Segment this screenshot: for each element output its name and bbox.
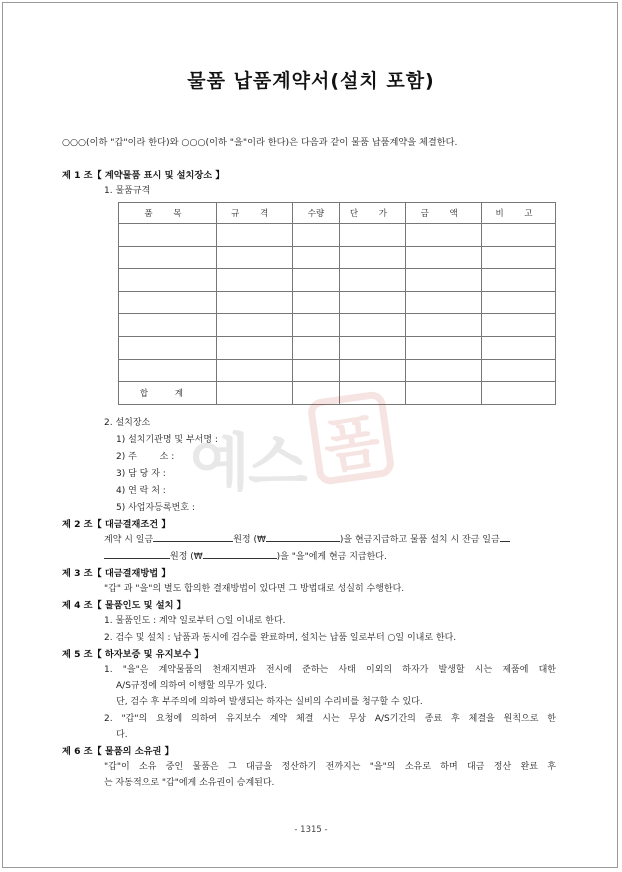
article-2-line-1 bbox=[104, 532, 510, 545]
article-6-heading: 제 6 조【 물품의 소유권 】 bbox=[62, 746, 174, 757]
text-segment: 원정 (₩ bbox=[233, 535, 266, 545]
col-header-unit-price: 단 가 bbox=[340, 203, 406, 224]
text-segment: )을 현금지급하고 물품 설치 시 잔금 일금 bbox=[339, 535, 500, 545]
document-title: 물품 납품계약서(설치 포함) bbox=[187, 70, 435, 92]
article-5-item-1-line-1: 1. "을"은 계약물품의 천재지변과 전시에 준하는 사태 이외의 하자가 발생할 시는 제품에 대한 bbox=[104, 665, 556, 675]
article-4-item-1: 1. 물품인도 : 계약 일로부터 ○일 이내로 한다. bbox=[104, 616, 286, 626]
article-3-text: "갑" 과 "을"의 별도 합의한 결재방법이 있다면 그 방법대로 성실히 수행한다. bbox=[104, 584, 405, 594]
blank-field bbox=[104, 549, 170, 559]
install-sub-4: 4) 연 락 처 : bbox=[116, 486, 166, 496]
table-row bbox=[119, 269, 556, 292]
article-1-item-1: 1. 물품규격 bbox=[104, 186, 151, 196]
table-total-row bbox=[119, 382, 556, 405]
article-3-heading: 제 3 조【 대금결재방법 】 bbox=[62, 568, 171, 579]
text-segment: 계약 시 일금 bbox=[104, 535, 154, 545]
install-sub-1: 1) 설치기관명 및 부서명 : bbox=[116, 435, 218, 445]
page-number: - 1315 - bbox=[294, 825, 328, 835]
intro-paragraph: ○○○(이하 "갑"이라 한다)와 ○○○(이하 "을"이라 한다)은 다음과 같이 물품 납품계약을 체결한다. bbox=[62, 137, 458, 148]
article-2-heading: 제 2 조【 대금결재조건 】 bbox=[62, 519, 171, 530]
blank-field bbox=[153, 532, 233, 542]
article-5-item-1-line-2: A/S규정에 의하여 이행할 의무가 있다. bbox=[116, 681, 267, 691]
article-5-item-1-line-3: 단, 검수 후 부주의에 의하여 발생되는 하자는 실비의 수리비를 청구할 수 있다. bbox=[116, 697, 423, 707]
col-header-amount: 금 액 bbox=[406, 203, 482, 224]
table-header-row bbox=[119, 203, 556, 224]
text-segment: )을 "을"에게 현금 지급한다. bbox=[276, 552, 387, 562]
article-4-item-2: 2. 검수 및 설치 : 납품과 동시에 검수를 완료하며, 설치는 납품 일로부터 ○일 이내로 한다. bbox=[104, 633, 457, 643]
blank-field bbox=[266, 532, 340, 542]
table-row bbox=[119, 224, 556, 247]
text-segment: 원정 (₩ bbox=[170, 552, 203, 562]
blank-field bbox=[203, 549, 277, 559]
table-row bbox=[119, 246, 556, 269]
col-header-item: 품 목 bbox=[119, 203, 217, 224]
article-1-item-2: 2. 설치장소 bbox=[104, 418, 151, 428]
total-label: 합 계 bbox=[119, 382, 217, 405]
install-sub-2: 2) 주 소 : bbox=[116, 452, 175, 462]
article-5-item-2-line-1: 2. "갑"의 요청에 의하여 유지보수 계약 체결 시는 무상 A/S기간의 종료 후 체결을 원칙으로 한 bbox=[104, 714, 556, 724]
article-5-heading: 제 5 조【 하자보증 및 유지보수 】 bbox=[62, 649, 204, 660]
install-sub-3: 3) 담 당 자 : bbox=[116, 469, 166, 479]
article-2-line-2 bbox=[104, 549, 387, 562]
article-5-item-2-line-2: 다. bbox=[116, 730, 128, 740]
blank-field bbox=[500, 532, 510, 542]
col-header-spec: 규 격 bbox=[216, 203, 292, 224]
article-4-heading: 제 4 조【 물품인도 및 설치 】 bbox=[62, 600, 186, 611]
document-page bbox=[2, 2, 618, 868]
col-header-note: 비 고 bbox=[482, 203, 556, 224]
article-6-line-2: 는 자동적으로 "갑"에게 소유권이 승계된다. bbox=[104, 778, 275, 788]
table-row bbox=[119, 291, 556, 314]
col-header-qty: 수량 bbox=[292, 203, 340, 224]
table-row bbox=[119, 336, 556, 359]
item-spec-table bbox=[118, 202, 556, 405]
install-sub-5: 5) 사업자등록번호 : bbox=[116, 503, 195, 513]
article-6-line-1: "갑"이 소유 중인 물품은 그 대금을 정산하기 전까지는 "을"의 소유로 하며 대금 정산 완료 후 bbox=[104, 762, 556, 772]
table-row bbox=[119, 359, 556, 382]
table-row bbox=[119, 314, 556, 337]
article-1-heading: 제 1 조【 계약물품 표시 및 설치장소 】 bbox=[62, 170, 225, 181]
